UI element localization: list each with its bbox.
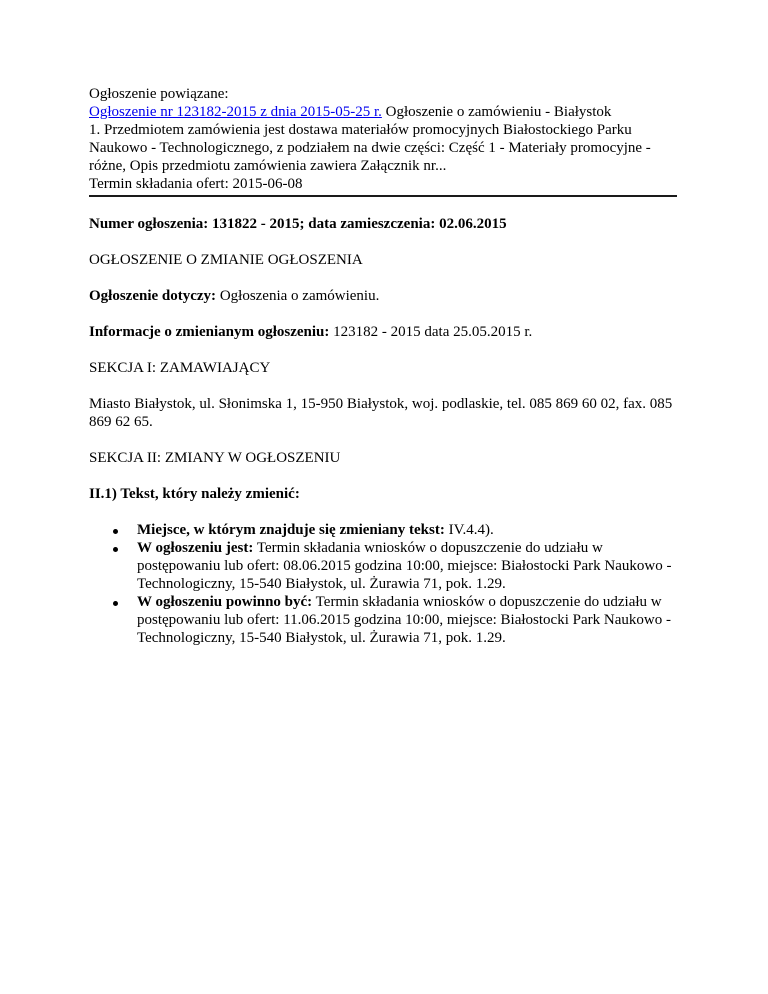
section-1-title: SEKCJA I: ZAMAWIAJĄCY <box>89 360 271 376</box>
corrected-text-value: Termin składania wniosków o dopuszczenie do udziału w postępowaniu lub ofert: 11.06.2015 godzina 10:00, miejsce: Białostocki Park Naukowo - Technologiczny, 15-540 Białystok, ul. Żurawia 71, pok. 1.29. <box>137 594 671 646</box>
related-notice-block <box>89 85 689 193</box>
list-item <box>137 521 689 539</box>
document-page <box>89 85 689 647</box>
notice-number-line: Numer ogłoszenia: 131822 - 2015; data zamieszczenia: 02.06.2015 <box>89 216 507 232</box>
notice-concerns-value: Ogłoszenia o zamówieniu. <box>216 288 380 304</box>
contracting-authority: Miasto Białystok, ul. Słonimska 1, 15-950 Białystok, woj. podlaskie, tel. 085 869 60 02, fax. 085 869 62 65. <box>89 396 673 430</box>
related-summary-line-3: różne, Opis przedmiotu zamówienia zawiera Załącznik nr... <box>89 158 447 174</box>
notice-title: OGŁOSZENIE O ZMIANIE OGŁOSZENIA <box>89 252 363 268</box>
changed-notice-info <box>89 323 689 341</box>
list-item <box>137 539 689 593</box>
corrected-text-label: W ogłoszeniu powinno być: <box>137 594 313 610</box>
section-2-title: SEKCJA II: ZMIANY W OGŁOSZENIU <box>89 450 341 466</box>
related-link-line <box>89 103 689 121</box>
changed-notice-info-value: 123182 - 2015 data 25.05.2015 r. <box>329 324 533 340</box>
current-text-label: W ogłoszeniu jest: <box>137 540 254 556</box>
current-text-value: Termin składania wniosków o dopuszczenie do udziału w postępowaniu lub ofert: 08.06.2015 godzina 10:00, miejsce: Białostocki Park Naukowo - Technologiczny, 15-540 Białystok, ul. Żurawia 71, pok. 1.29. <box>137 540 672 592</box>
notice-concerns <box>89 287 689 305</box>
change-location-value: IV.4.4). <box>444 522 494 538</box>
notice-concerns-label: Ogłoszenie dotyczy: <box>89 288 217 304</box>
list-item <box>137 593 689 647</box>
related-summary-line-1: 1. Przedmiotem zamówienia jest dostawa materiałów promocyjnych Białostockiego Parku <box>89 122 632 138</box>
related-heading: Ogłoszenie powiązane: <box>89 86 229 102</box>
related-notice-link[interactable]: Ogłoszenie nr 123182-2015 z dnia 2015-05-25 r. <box>89 104 382 120</box>
text-change-heading: II.1) Tekst, który należy zmienić: <box>89 486 300 502</box>
changed-notice-info-label: Informacje o zmienianym ogłoszeniu: <box>89 324 330 340</box>
related-link-suffix: Ogłoszenie o zamówieniu - Białystok <box>381 104 612 120</box>
change-location-label: Miejsce, w którym znajduje się zmieniany tekst: <box>137 522 445 538</box>
changes-list <box>89 521 689 647</box>
related-deadline: Termin składania ofert: 2015-06-08 <box>89 176 303 192</box>
related-summary-line-2: Naukowo - Technologicznego, z podziałem na dwie części: Część 1 - Materiały promocyjne - <box>89 140 651 156</box>
